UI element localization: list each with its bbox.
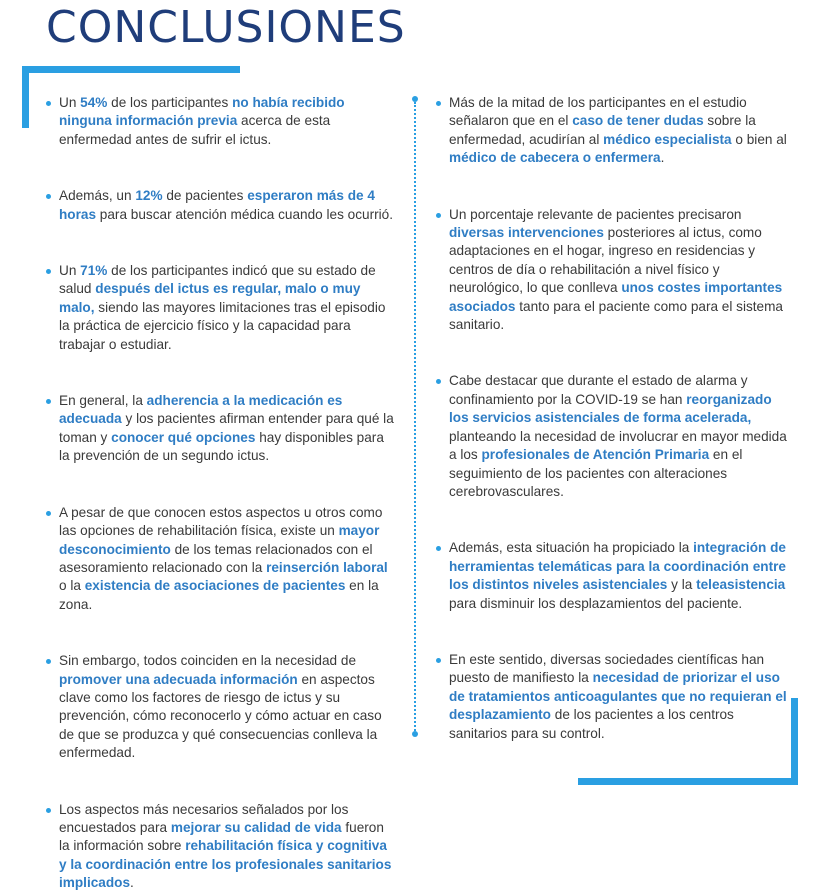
- corner-bracket-bottom-right-horizontal: [578, 778, 798, 785]
- body-text: A pesar de que conocen estos aspectos u otros como las opciones de rehabilitación física, existe un: [59, 504, 383, 539]
- highlight-text: esperaron más de 4 horas: [59, 188, 375, 222]
- highlight-text: existencia de asociaciones de pacientes: [84, 578, 346, 594]
- body-text: de los participantes indicó que su estado de salud: [59, 263, 376, 297]
- left-column: [46, 94, 398, 893]
- body-text: tanto para el paciente como para el sistema sanitario.: [449, 298, 783, 333]
- highlight-text: unos costes importantes asociados: [449, 280, 783, 314]
- highlight-text: 54%: [80, 95, 108, 110]
- body-text: Un: [59, 263, 81, 279]
- body-text: En general, la: [59, 393, 147, 409]
- body-text: hay disponibles para la prevención de un segundo ictus.: [59, 429, 384, 464]
- body-text: en aspectos clave como los factores de riesgo de ictus y su prevención, cómo reconocerlo y cómo actuar en caso de que se produzca y qué consecuencias conlleva la enfermedad.: [59, 671, 382, 761]
- highlight-text: médico especialista: [603, 131, 732, 147]
- highlight-text: diversas intervenciones: [449, 225, 604, 241]
- highlight-text: mejorar su calidad de vida: [170, 819, 342, 835]
- bullet-item: [436, 651, 788, 743]
- body-text: posteriores al ictus, como adaptaciones en el hogar, ingreso en residencias y centros de día o rehabilitación a nivel físico y neurológico, lo que conlleva: [449, 225, 762, 296]
- body-text: de los pacientes a los centros sanitarios para su control.: [449, 707, 734, 741]
- divider-dot-bottom: [412, 731, 418, 737]
- body-text: sobre la enfermedad, acudirían al: [449, 113, 756, 147]
- bullet-item: [436, 206, 788, 335]
- bullet-item: [46, 652, 398, 762]
- body-text: o bien al: [731, 131, 787, 147]
- right-column: [436, 94, 788, 743]
- bullet-item: [436, 539, 788, 613]
- highlight-text: necesidad de priorizar el uso de tratamientos anticoagulantes que no requieran el desplazamiento: [449, 670, 787, 723]
- body-text: planteando la necesidad de involucrar en mayor medida a los: [449, 428, 787, 463]
- highlight-text: médico de cabecera o enfermera: [449, 150, 661, 166]
- body-text: Cabe destacar que durante el estado de alarma y confinamiento por la COVID-19 se han: [449, 373, 748, 407]
- highlight-text: 12%: [135, 188, 163, 204]
- highlight-text: no había recibido ninguna información previa: [59, 95, 345, 129]
- highlight-text: reorganizado los servicios asistenciales de forma acelerada,: [449, 391, 772, 426]
- body-text: fueron la información sobre: [59, 819, 384, 854]
- column-divider: [414, 102, 416, 734]
- body-text: siendo las mayores limitaciones tras el episodio la práctica de ejercicio físico y la capacidad para trabajar o estudiar.: [59, 299, 386, 352]
- highlight-text: adherencia a la medicación es adecuada: [59, 393, 343, 427]
- left-bullet-list: [46, 94, 398, 893]
- body-text: en la zona.: [59, 578, 379, 612]
- body-text: y la: [667, 577, 697, 593]
- highlight-text: teleasistencia: [696, 577, 786, 593]
- corner-bracket-top-left-horizontal: [22, 66, 240, 73]
- bullet-item: [46, 262, 398, 354]
- body-text: Además, un: [59, 188, 136, 204]
- body-text: acerca de esta enfermedad antes de sufrir el ictus.: [59, 113, 331, 147]
- highlight-text: conocer qué opciones: [111, 429, 256, 445]
- body-text: .: [130, 875, 134, 891]
- highlight-text: caso de tener dudas: [572, 113, 704, 129]
- body-text: de los temas relacionados con el asesoramiento relacionado con la: [59, 541, 373, 575]
- body-text: de los participantes: [107, 95, 233, 110]
- bullet-item: [436, 372, 788, 501]
- highlight-text: después del ictus es regular, malo o muy malo,: [59, 281, 361, 315]
- body-text: y los pacientes afirman entender para qué la toman y: [59, 411, 394, 445]
- body-text: en el seguimiento de los pacientes con alteraciones cerebrovasculares.: [449, 447, 743, 499]
- bullet-item: [46, 801, 398, 893]
- body-text: Los aspectos más necesarios señalados por los encuestados para: [59, 801, 349, 835]
- bullet-item: [46, 504, 398, 614]
- highlight-text: rehabilitación física y cognitiva y la coordinación entre los profesionales sanitarios implicados: [59, 838, 392, 891]
- bullet-item: [46, 94, 398, 149]
- bullet-item: [46, 392, 398, 466]
- highlight-text: reinserción laboral: [266, 559, 388, 575]
- body-text: Sin embargo, todos coinciden en la necesidad de: [59, 653, 356, 669]
- body-text: Más de la mitad de los participantes en el estudio señalaron que en el: [449, 95, 747, 129]
- body-text: Un porcentaje relevante de pacientes precisaron: [449, 206, 742, 222]
- highlight-text: mayor desconocimiento: [59, 523, 380, 557]
- bullet-item: [46, 187, 398, 224]
- highlight-text: 71%: [80, 263, 108, 279]
- bullet-item: [436, 94, 788, 168]
- body-text: Un: [59, 95, 81, 110]
- highlight-text: profesionales de Atención Primaria: [481, 447, 710, 463]
- body-text: para disminuir los desplazamientos del paciente.: [449, 595, 743, 611]
- body-text: para buscar atención médica cuando les ocurrió.: [96, 206, 393, 222]
- highlight-text: promover una adecuada información: [59, 671, 298, 687]
- body-text: Además, esta situación ha propiciado la: [449, 540, 694, 556]
- corner-bracket-top-left-vertical: [22, 66, 29, 128]
- right-bullet-list: [436, 94, 788, 743]
- body-text: En este sentido, diversas sociedades científicas han puesto de manifiesto la: [449, 651, 765, 686]
- highlight-text: integración de herramientas telemáticas para la coordinación entre los distintos niveles asistenciales: [449, 540, 786, 593]
- body-text: o la: [59, 578, 85, 594]
- body-text: de pacientes: [162, 188, 248, 204]
- page-title: CONCLUSIONES: [46, 2, 406, 53]
- corner-bracket-bottom-right-vertical: [791, 698, 798, 785]
- body-text: .: [660, 150, 665, 166]
